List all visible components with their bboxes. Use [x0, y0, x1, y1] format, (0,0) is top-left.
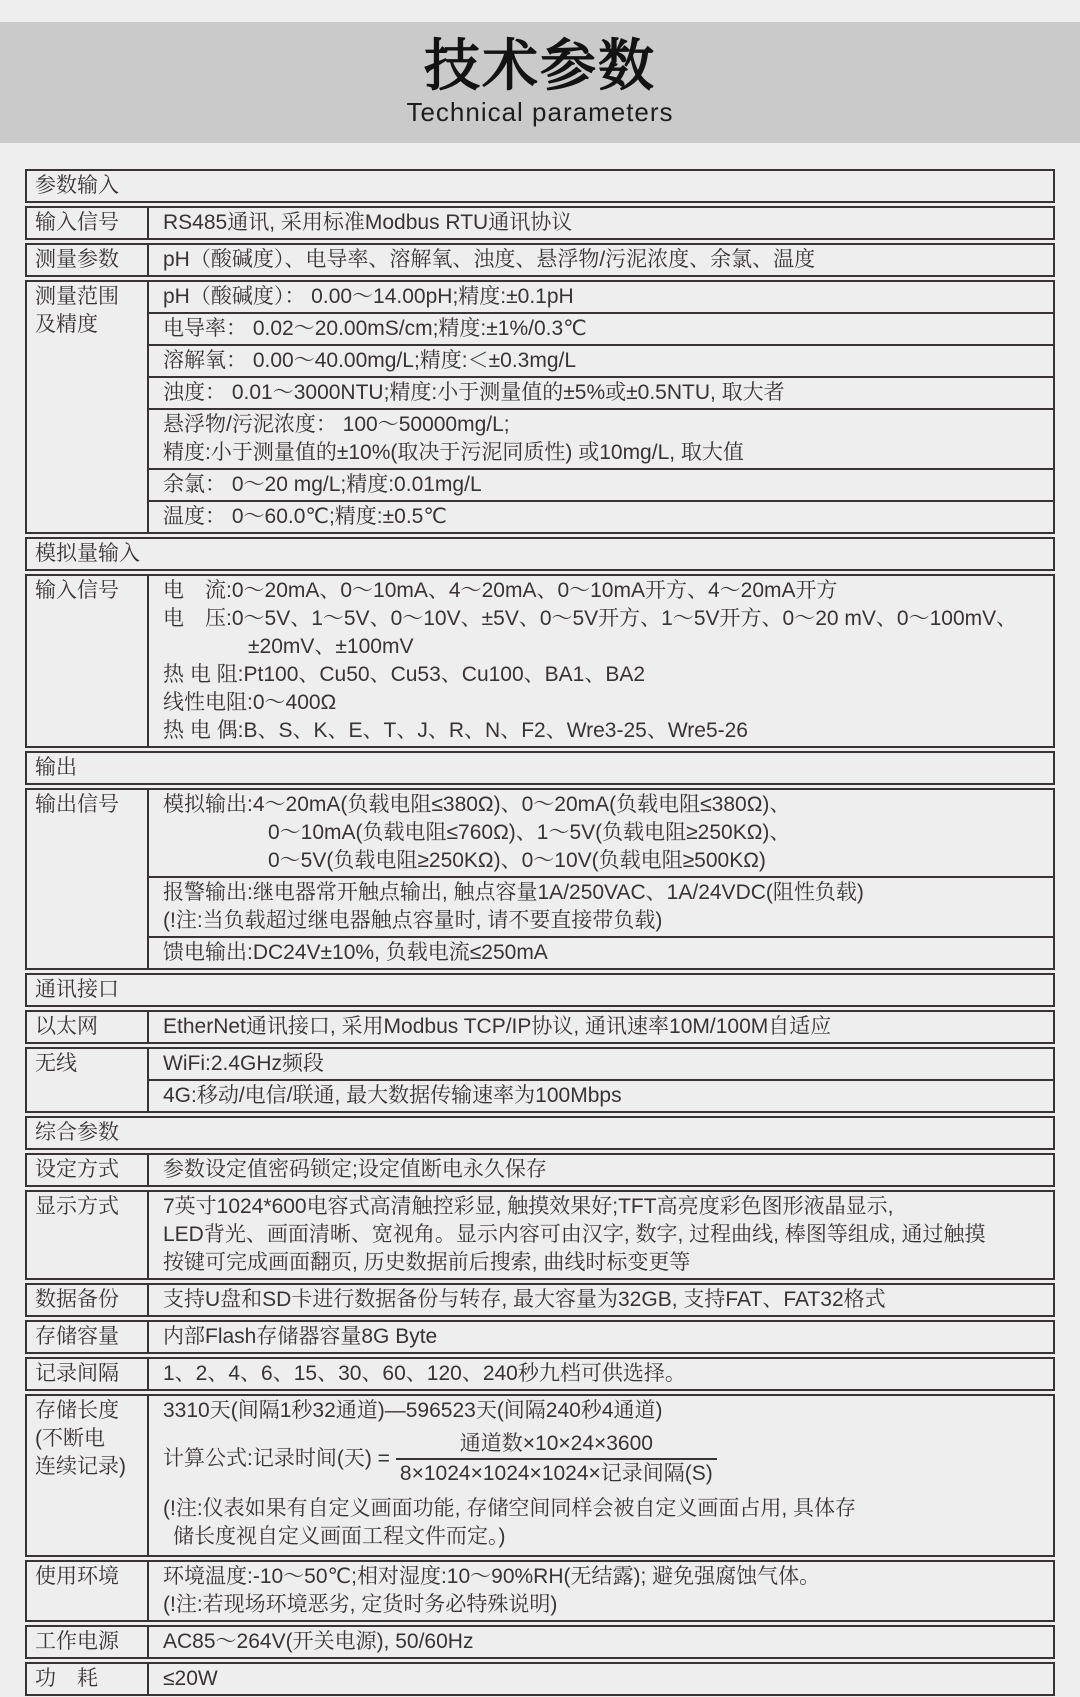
row-label: 测量参数 [27, 245, 149, 275]
cell-value: EtherNet通讯接口, 采用Modbus TCP/IP协议, 通讯速率10M/100M自适应 [163, 1015, 832, 1038]
cell-note: (!注:仪表如果有自定义画面功能, 存储空间同样会被自定义画面占用, 具体存 [163, 1497, 856, 1520]
cell-value: 电 压:0～5V、1～5V、0～10V、±5V、0～5V开方、1～5V开方、0～20 mV、0～100mV、 [163, 607, 1018, 630]
table-row-setting-mode [25, 1153, 1055, 1187]
cell-value: 热 电 阻:Pt100、Cu50、Cu53、Cu100、BA1、BA2 [163, 663, 646, 686]
table-row-power-consumption [25, 1662, 1055, 1696]
cell-value: ≤20W [163, 1667, 218, 1690]
table-row-record-interval [25, 1357, 1055, 1391]
row-label-line: 及精度 [35, 313, 98, 336]
row-label [27, 282, 149, 532]
row-label: 工作电源 [27, 1627, 149, 1657]
row-label-line: 连续记录) [35, 1455, 126, 1478]
cell-value: 余氯： 0～20 mg/L;精度:0.01mg/L [163, 473, 482, 496]
cell-value: 馈电输出:DC24V±10%, 负载电流≤250mA [163, 941, 548, 964]
row-content [149, 1155, 1053, 1185]
row-label: 输出信号 [27, 790, 149, 968]
cell-value: 浊度： 0.01～3000NTU;精度:小于测量值的±5%或±0.5NTU, 取大者 [163, 381, 785, 404]
page-subtitle: Technical parameters [406, 96, 674, 127]
storage-formula [163, 1430, 1045, 1488]
row-content [149, 1562, 1053, 1620]
row-label: 设定方式 [27, 1155, 149, 1185]
cell-value: 4G:移动/电信/联通, 最大数据传输速率为100Mbps [163, 1084, 622, 1107]
cell-value: 7英寸1024*600电容式高清触控彩显, 触摸效果好;TFT高亮度彩色图形液晶显示, [163, 1195, 894, 1218]
table-row-analog-input-signal [25, 574, 1055, 748]
row-label [27, 1396, 149, 1555]
cell-value: 热 电 偶:B、S、K、E、T、J、R、N、F2、Wre3-25、Wre5-26 [163, 719, 748, 742]
page-title: 技术参数 [424, 34, 656, 98]
row-content [149, 1322, 1053, 1352]
row-content [149, 576, 1053, 746]
row-label: 以太网 [27, 1012, 149, 1042]
row-content [149, 208, 1053, 238]
cell-note: (!注:若现场环境恶劣, 定货时务必特殊说明) [163, 1593, 558, 1616]
cell-value: 电导率： 0.02～20.00mS/cm;精度:±1%/0.3℃ [163, 317, 587, 340]
table-row-environment [25, 1560, 1055, 1622]
cell-value: 1、2、4、6、15、30、60、120、240秒九档可供选择。 [163, 1362, 686, 1385]
row-label: 显示方式 [27, 1192, 149, 1278]
cell-value: 环境温度:-10～50℃;相对湿度:10～90%RH(无结露); 避免强腐蚀气体。 [163, 1565, 821, 1588]
cell-value: RS485通讯, 采用标准Modbus RTU通讯协议 [163, 211, 573, 234]
cell-value: pH（酸碱度）、电导率、溶解氧、浊度、悬浮物/污泥浓度、余氯、温度 [163, 248, 816, 271]
table-row-data-backup [25, 1283, 1055, 1317]
table-row-measure-range [25, 280, 1055, 534]
cell-value: 精度:小于测量值的±10%(取决于污泥同质性) 或10mg/L, 取大值 [163, 441, 744, 464]
row-content [149, 1285, 1053, 1315]
cell-value: 电 流:0～20mA、0～10mA、4～20mA、0～10mA开方、4～20mA开方 [163, 579, 838, 602]
row-label: 数据备份 [27, 1285, 149, 1315]
table-row-output-signal [25, 788, 1055, 970]
cell-value: 报警输出:继电器常开触点输出, 触点容量1A/250VAC、1A/24VDC(阻性负载) [163, 881, 864, 904]
row-content [149, 1396, 1053, 1555]
row-label: 使用环境 [27, 1562, 149, 1620]
formula-prefix: 计算公式:记录时间(天) = [163, 1447, 390, 1470]
row-label: 输入信号 [27, 208, 149, 238]
cell-value: (!注:当负载超过继电器触点容量时, 请不要直接带负载) [163, 909, 663, 932]
cell-value: 3310天(间隔1秒32通道)—596523天(间隔240秒4通道) [163, 1399, 663, 1422]
section-header-general-params: 综合参数 [25, 1116, 1055, 1150]
section-header-analog-input: 模拟量输入 [25, 537, 1055, 571]
cell-value: 模拟输出:4～20mA(负载电阻≤380Ω)、0～20mA(负载电阻≤380Ω)、 [163, 793, 791, 816]
cell-value: AC85～264V(开关电源), 50/60Hz [163, 1630, 474, 1653]
cell-value: 温度： 0～60.0℃;精度:±0.5℃ [163, 505, 447, 528]
row-content [149, 245, 1053, 275]
cell-value: pH（酸碱度）： 0.00～14.00pH;精度:±0.1pH [163, 285, 574, 308]
section-header-param-input: 参数输入 [25, 169, 1055, 203]
row-label-line: 测量范围 [35, 285, 119, 308]
row-content [149, 1012, 1053, 1042]
cell-note: 储长度视自定义画面工程文件而定。) [173, 1525, 506, 1548]
cell-value: 悬浮物/污泥浓度： 100～50000mg/L; [163, 413, 510, 436]
formula-numerator: 通道数×10×24×3600 [459, 1432, 653, 1455]
row-label: 记录间隔 [27, 1359, 149, 1389]
row-content [149, 1359, 1053, 1389]
spec-table [25, 169, 1055, 1696]
row-content [149, 1192, 1053, 1278]
formula-denominator: 8×1024×1024×1024×记录间隔(S) [396, 1458, 717, 1488]
table-row-ethernet [25, 1010, 1055, 1044]
table-row-measure-params [25, 243, 1055, 277]
table-row-storage-length [25, 1394, 1055, 1557]
row-content [149, 1664, 1053, 1694]
row-content [149, 1049, 1053, 1111]
row-content [149, 282, 1053, 532]
row-label: 存储容量 [27, 1322, 149, 1352]
cell-value: 支持U盘和SD卡进行数据备份与转存, 最大容量为32GB, 支持FAT、FAT32格式 [163, 1288, 886, 1311]
row-label: 功 耗 [27, 1664, 149, 1694]
table-row-display-mode [25, 1190, 1055, 1280]
cell-value: 0～10mA(负载电阻≤760Ω)、1～5V(负载电阻≥250KΩ)、 [268, 821, 791, 844]
table-row-storage-capacity [25, 1320, 1055, 1354]
row-label-line: 存储长度 [35, 1399, 119, 1422]
page-header [0, 22, 1080, 143]
section-header-output: 输出 [25, 751, 1055, 785]
row-label: 输入信号 [27, 576, 149, 746]
cell-value: LED背光、画面清晰、宽视角。显示内容可由汉字, 数字, 过程曲线, 棒图等组成, 通过触摸 [163, 1223, 986, 1246]
cell-value: 参数设定值密码锁定;设定值断电永久保存 [163, 1158, 547, 1181]
cell-value: 内部Flash存储器容量8G Byte [163, 1325, 438, 1348]
row-label: 无线 [27, 1049, 149, 1111]
cell-value: 0～5V(负载电阻≥250KΩ)、0～10V(负载电阻≥500KΩ) [268, 849, 766, 872]
table-row-power-supply [25, 1625, 1055, 1659]
table-row-input-signal [25, 206, 1055, 240]
section-header-comm-interface: 通讯接口 [25, 973, 1055, 1007]
row-label-line: (不断电 [35, 1427, 105, 1450]
cell-value: ±20mV、±100mV [248, 635, 414, 658]
row-content [149, 1627, 1053, 1657]
table-row-wireless [25, 1047, 1055, 1113]
cell-value: 按键可完成画面翻页, 历史数据前后搜索, 曲线时标变更等 [163, 1251, 691, 1274]
cell-value: 溶解氧： 0.00～40.00mg/L;精度:＜±0.3mg/L [163, 349, 577, 372]
cell-value: 线性电阻:0～400Ω [163, 691, 337, 714]
row-content [149, 790, 1053, 968]
cell-value: WiFi:2.4GHz频段 [163, 1052, 325, 1075]
formula-fraction [396, 1430, 717, 1488]
